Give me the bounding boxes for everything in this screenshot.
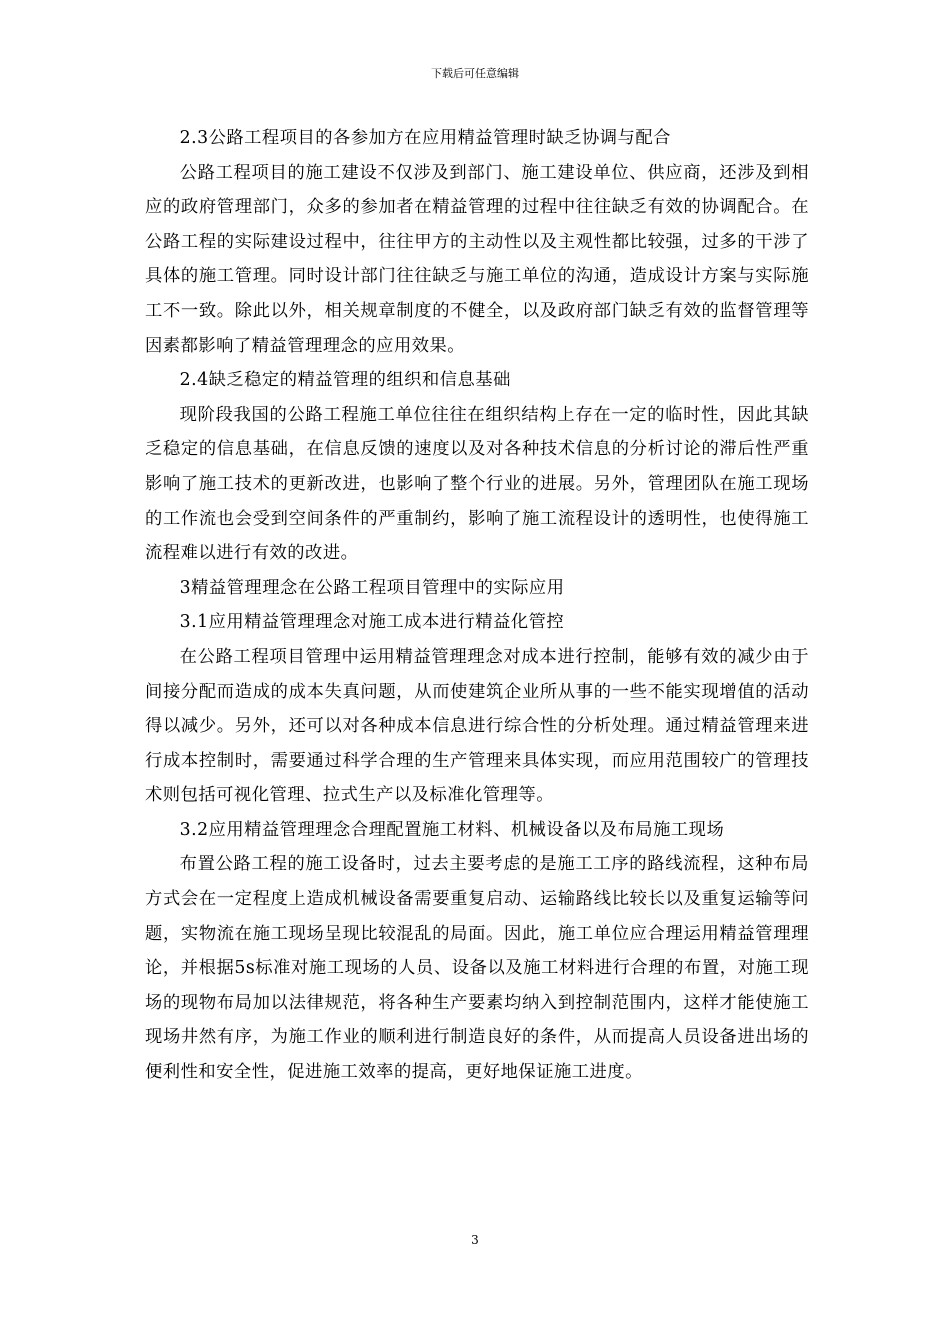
page-number: 3 [471,1233,479,1247]
section-heading-3-2: 3.2应用精益管理理念合理配置施工材料、机械设备以及布局施工现场 [179,819,725,840]
body-paragraph: 公路工程项目的施工建设不仅涉及到部门、施工建设单位、供应商，还涉及到相应的政府管理部门，众多的参加者在精益管理的过程中往往缺乏有效的协调配合。在公路工程的实际建设过程中，往往甲方的主动性以及主观性都比较强，过多的干涉了具体的施工管理。同时设计部门往往缺乏与施工单位的沟通，造成设计方案与实际施工不一致。除此以外，相关规章制度的不健全，以及政府部门缺乏有效的监督管理等因素都影响了精益管理理念的应用效果。 [145,162,809,356]
body-paragraph: 布置公路工程的施工设备时，过去主要考虑的是施工工序的路线流程，这种布局方式会在一定程度上造成机械设备需要重复启动、运输路线比较长以及重复运输等问题，实物流在施工现场呈现比较混乱的局面。因此，施工单位应合理运用精益管理理论，并根据5s标准对施工现场的人员、设备以及施工材料进行合理的布置，对施工现场的现物布局加以法律规范，将各种生产要素均纳入到控制范围内，这样才能使施工现场井然有序，为施工作业的顺利进行制造良好的条件，从而提高人员设备进出场的便利性和安全性，促进施工效率的提高，更好地保证施工进度。 [145,854,809,1083]
body-paragraph: 在公路工程项目管理中运用精益管理理念对成本进行控制，能够有效的减少由于间接分配而造成的成本失真问题，从而使建筑企业所从事的一些不能实现增值的活动得以减少。另外，还可以对各种成本信息进行综合性的分析处理。通过精益管理来进行成本控制时，需要通过科学合理的生产管理来具体实现，而应用范围较广的管理技术则包括可视化管理、拉式生产以及标准化管理等。 [145,646,809,806]
section-heading-3-1: 3.1应用精益管理理念对施工成本进行精益化管控 [179,612,565,633]
section-heading-2-4: 2.4缺乏稳定的精益管理的组织和信息基础 [179,370,511,391]
body-paragraph: 现阶段我国的公路工程施工单位往往在组织结构上存在一定的临时性，因此其缺乏稳定的信息基础，在信息反馈的速度以及对各种技术信息的分析讨论的滞后性严重影响了施工技术的更新改进，也影响了整个行业的进展。另外，管理团队在施工现场的工作流也会受到空间条件的严重制约，影响了施工流程设计的透明性，也使得施工流程难以进行有效的改进。 [145,404,809,564]
section-heading-3: 3精益管理理念在公路工程项目管理中的实际应用 [179,577,565,598]
section-heading-2-3: 2.3公路工程项目的各参加方在应用精益管理时缺乏协调与配合 [179,128,671,148]
document-body [145,121,809,1090]
page-header: 下载后可任意编辑 [431,67,519,80]
